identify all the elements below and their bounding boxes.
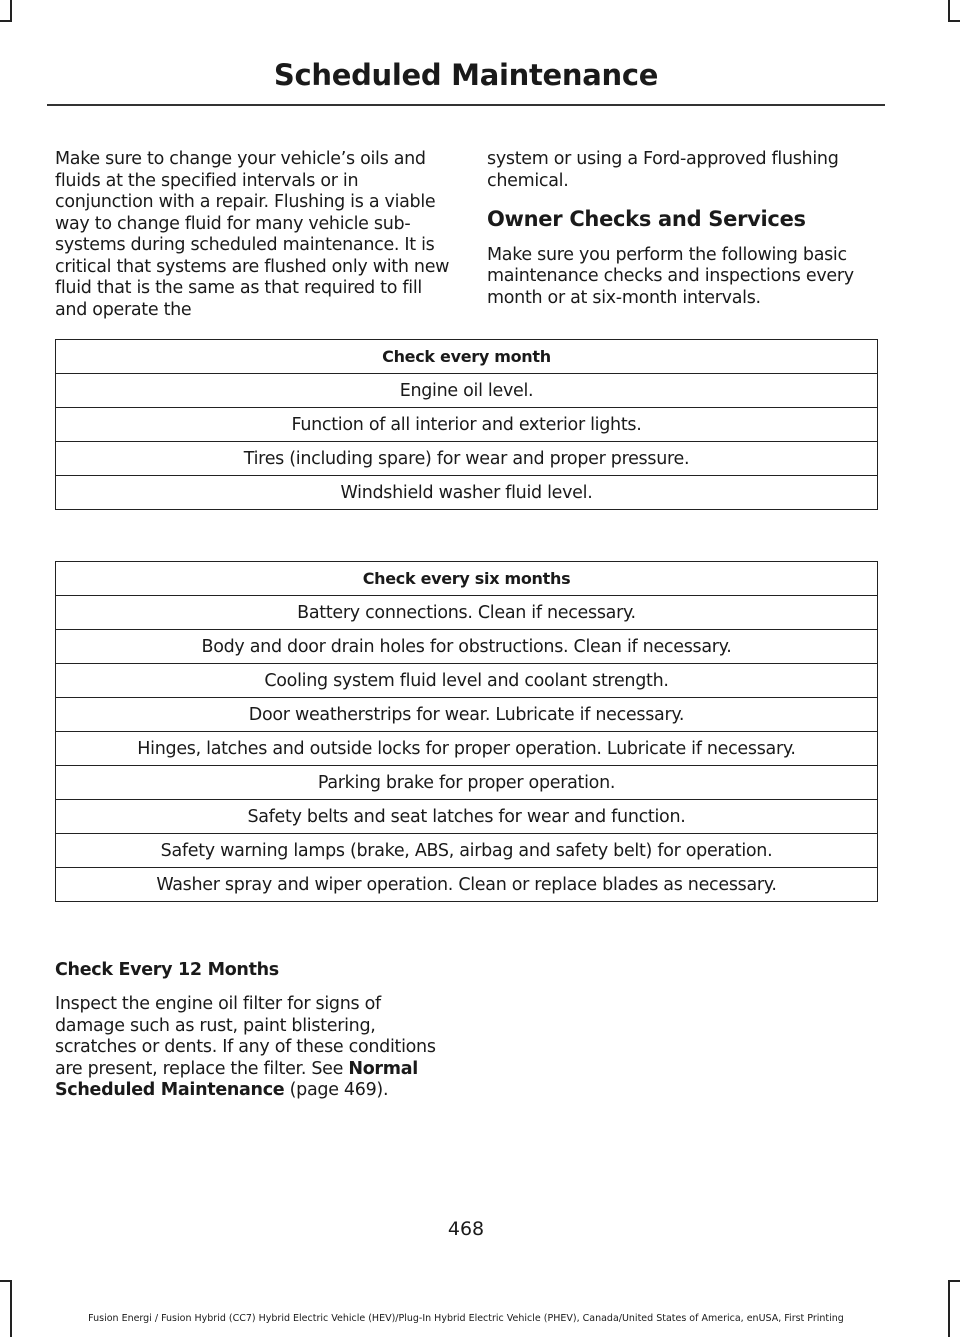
crop-mark-bottom-right-v [948, 1280, 950, 1337]
crop-mark-bottom-left-v [10, 1280, 12, 1337]
intro-continuation: system or using a Ford-approved flushing chemical. [487, 149, 839, 191]
table-cell: Engine oil level. [56, 374, 878, 408]
table-row [56, 442, 878, 476]
table-row [56, 800, 878, 834]
intro-paragraph: Make sure to change your vehicle’s oils and fluids at the specified intervals or in conjunction with a repair. Flushing is a viable way to change fluid for many vehicle sub-systems during scheduled maintenance. It is critical that systems are flushed only with new fluid that is the same as that required to fill and operate the [55, 149, 450, 320]
table-cell: Safety warning lamps (brake, ABS, airbag and safety belt) for operation. [56, 834, 878, 868]
table-row [56, 698, 878, 732]
table-row [56, 630, 878, 664]
table-cell: Door weatherstrips for wear. Lubricate if necessary. [56, 698, 878, 732]
table-cell: Cooling system fluid level and coolant strength. [56, 664, 878, 698]
crop-mark-bottom-left-h [0, 1280, 12, 1282]
twelve-month-body [55, 994, 440, 1102]
table-cell: Washer spray and wiper operation. Clean or replace blades as necessary. [56, 868, 878, 902]
left-column [55, 149, 450, 321]
header-divider [47, 104, 885, 106]
page-number: 468 [447, 1218, 485, 1240]
table-row [56, 476, 878, 510]
owner-checks-heading: Owner Checks and Services [487, 207, 806, 231]
table-header-row [56, 562, 878, 596]
crop-mark-top-right-v [948, 0, 950, 22]
table-row [56, 868, 878, 902]
table-cell: Hinges, latches and outside locks for proper operation. Lubricate if necessary. [56, 732, 878, 766]
footer-text: Fusion Energi / Fusion Hybrid (CC7) Hybrid Electric Vehicle (HEV)/Plug-In Hybrid Electric Vehicle (PHEV), Canada/United States of America, enUSA, First Printing [88, 1313, 844, 1324]
twelve-month-text: Inspect the engine oil filter for signs of damage such as rust, paint blistering, scratches or dents. If any of these conditions are present, replace the filter. See [55, 994, 436, 1079]
table-row [56, 374, 878, 408]
table-cell: Windshield washer fluid level. [56, 476, 878, 510]
crop-mark-bottom-right-h [948, 1280, 960, 1282]
table-row [56, 596, 878, 630]
crop-mark-top-right-h [948, 20, 960, 22]
crop-mark-top-left-h [0, 20, 12, 22]
table-row [56, 766, 878, 800]
table-cell: Function of all interior and exterior lights. [56, 408, 878, 442]
table-cell: Parking brake for proper operation. [56, 766, 878, 800]
six-month-checks-table [55, 561, 878, 902]
table-cell: Tires (including spare) for wear and proper pressure. [56, 442, 878, 476]
owner-checks-body: Make sure you perform the following basic maintenance checks and inspections every month or at six-month intervals. [487, 244, 854, 308]
monthly-table-header: Check every month [56, 340, 878, 374]
table-cell: Safety belts and seat latches for wear and function. [56, 800, 878, 834]
table-row [56, 664, 878, 698]
table-cell: Body and door drain holes for obstructions. Clean if necessary. [56, 630, 878, 664]
table-header-row [56, 340, 878, 374]
page-title: Scheduled Maintenance [273, 58, 659, 92]
right-column [487, 149, 882, 309]
normal-scheduled-maintenance-link[interactable]: Normal Scheduled Maintenance [55, 1058, 418, 1100]
table-row [56, 732, 878, 766]
table-row [56, 834, 878, 868]
table-cell: Battery connections. Clean if necessary. [56, 596, 878, 630]
crop-mark-top-left-v [10, 0, 12, 22]
monthly-checks-table [55, 339, 878, 510]
twelve-month-heading: Check Every 12 Months [55, 960, 279, 980]
table-row [56, 408, 878, 442]
page-reference: (page 469). [284, 1080, 389, 1100]
six-month-table-header: Check every six months [56, 562, 878, 596]
